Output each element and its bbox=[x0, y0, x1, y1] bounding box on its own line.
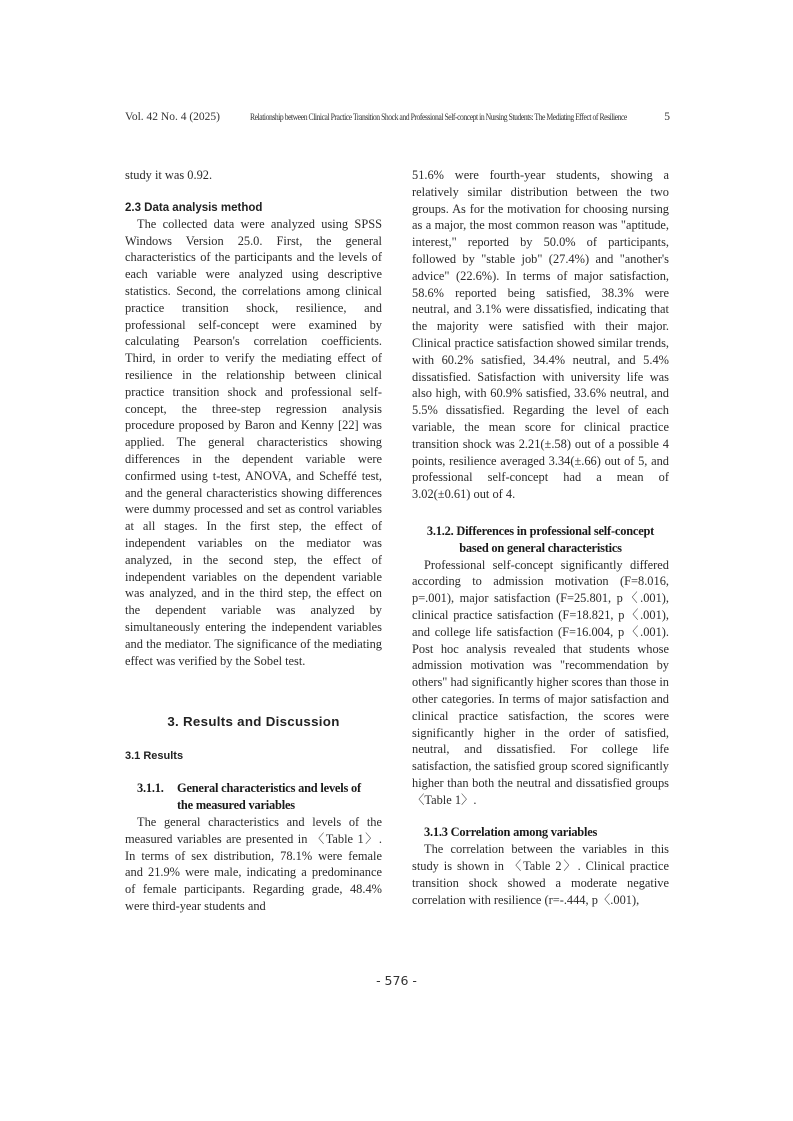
paragraph: The general characteristics and levels of the measured variables are presented in 〈Table 1〉. In terms of sex distribution, 78.1% were female and 21.9% were male, indicating a predominance of female participants. Regarding grade, 48.4% were third-year students and bbox=[125, 814, 382, 913]
header-page-number: 5 bbox=[664, 111, 670, 123]
subsection-title-line2: based on general characteristics bbox=[459, 540, 622, 555]
right-column bbox=[412, 167, 669, 908]
paragraph: The correlation between the variables in this study is shown in 〈Table 2〉. Clinical practice transition shock showed a moderate negative correlation with resilience (r=-.444, p〈.001), bbox=[412, 842, 669, 907]
journal-volume: Vol. 42 No. 4 (2025) bbox=[125, 111, 220, 123]
section-heading-3-1: 3.1 Results bbox=[125, 750, 184, 763]
subsection-heading-3-1-2 bbox=[412, 523, 669, 557]
subsection-heading-3-1-1 bbox=[125, 780, 382, 814]
section-heading-2-3: 2.3 Data analysis method bbox=[125, 201, 263, 214]
paragraph: The collected data were analyzed using SPSS Windows Version 25.0. First, the general characteristics of the participants and the levels of each variable were analyzed using descriptive statistics. Second, the correlations among clinical practice transition shock, resilience, and professional self-concept were examined by calculating Pearson's correlation coefficients. Third, in order to verify the mediating effect of resilience in the relationship between clinical practice transition shock and professional self-concept, the three-step regression analysis procedure proposed by Baron and Kenny [22] was applied. The general characteristics showing differences in the dependent variable were confirmed using t-test, ANOVA, and Scheffé test, and the general characteristics showing differences were dummy processed and set as control variables at all stages. In the first step, the effect of independent variables on the mediator was analyzed, in the second step, the effect of independent variables on the dependent variable was analyzed, and in the third step, the effect on the dependent variable was analyzed by simultaneously entering the independent variables and the mediator. The significance of the mediating effect was verified by the Sobel test. bbox=[125, 216, 382, 668]
running-header bbox=[125, 111, 670, 127]
paragraph: Professional self-concept significantly differed according to admission motivation (F=8.016, p=.001), major satisfaction (F=25.801, p〈.001), clinical practice satisfaction (F=18.821, p〈.001), and college life satisfaction (F=16.004, p〈.001). Post hoc analysis revealed that students whose admission motivation was "recommendation by others" had significantly higher scores than those in other categories. In terms of major satisfaction and clinical practice satisfaction, the scores were significantly higher in the order of satisfied, neutral, and dissatisfied. For college life satisfaction, the satisfied group scored significantly higher than both the neutral and dissatisfied groups 〈Table 1〉. bbox=[412, 557, 669, 807]
page-footer-number: - 576 - bbox=[376, 973, 417, 988]
left-column bbox=[125, 167, 382, 915]
subsection-heading-3-1-3: 3.1.3 Correlation among variables bbox=[424, 825, 598, 840]
subsection-title-line1: General characteristics and levels of bbox=[177, 781, 361, 796]
paragraph: 51.6% were fourth-year students, showing a relatively similar distribution between the two groups. As for the motivation for choosing nursing as a major, the most common reason was "aptitude, interest," reported by 50.0% of participants, followed by "stable job" (27.4%) and "another's advice" (22.6%). In terms of major satisfaction, 58.6% reported being satisfied, 38.3% were neutral, and 3.1% were dissatisfied, indicating that the majority were satisfied with their major. Clinical practice satisfaction showed similar trends, with 60.2% satisfied, 34.4% neutral, and 5.4% dissatisfied. Satisfaction with university life was also high, with 60.9% satisfied, 33.6% neutral, and 5.5% dissatisfied. Regarding the level of each variable, the mean score for clinical practice transition shock was 2.21(±.58) out of a possible 4 points, resilience averaged 3.34(±.66) out of 5, and professional self-concept had a mean of 3.02(±0.61) out of 4. bbox=[412, 168, 669, 502]
paragraph: study it was 0.92. bbox=[125, 168, 213, 182]
subsection-number: 3.1.1. bbox=[137, 781, 164, 796]
subsection-title-line2: the measured variables bbox=[177, 798, 295, 813]
section-heading-3: 3. Results and Discussion bbox=[167, 714, 340, 730]
running-title: Relationship between Clinical Practice Transition Shock and Professional Self-concept in Nursing Students: The Mediating Effect of Resilience bbox=[250, 112, 627, 122]
subsection-title-line1: 3.1.2. Differences in professional self-concept bbox=[426, 523, 655, 538]
